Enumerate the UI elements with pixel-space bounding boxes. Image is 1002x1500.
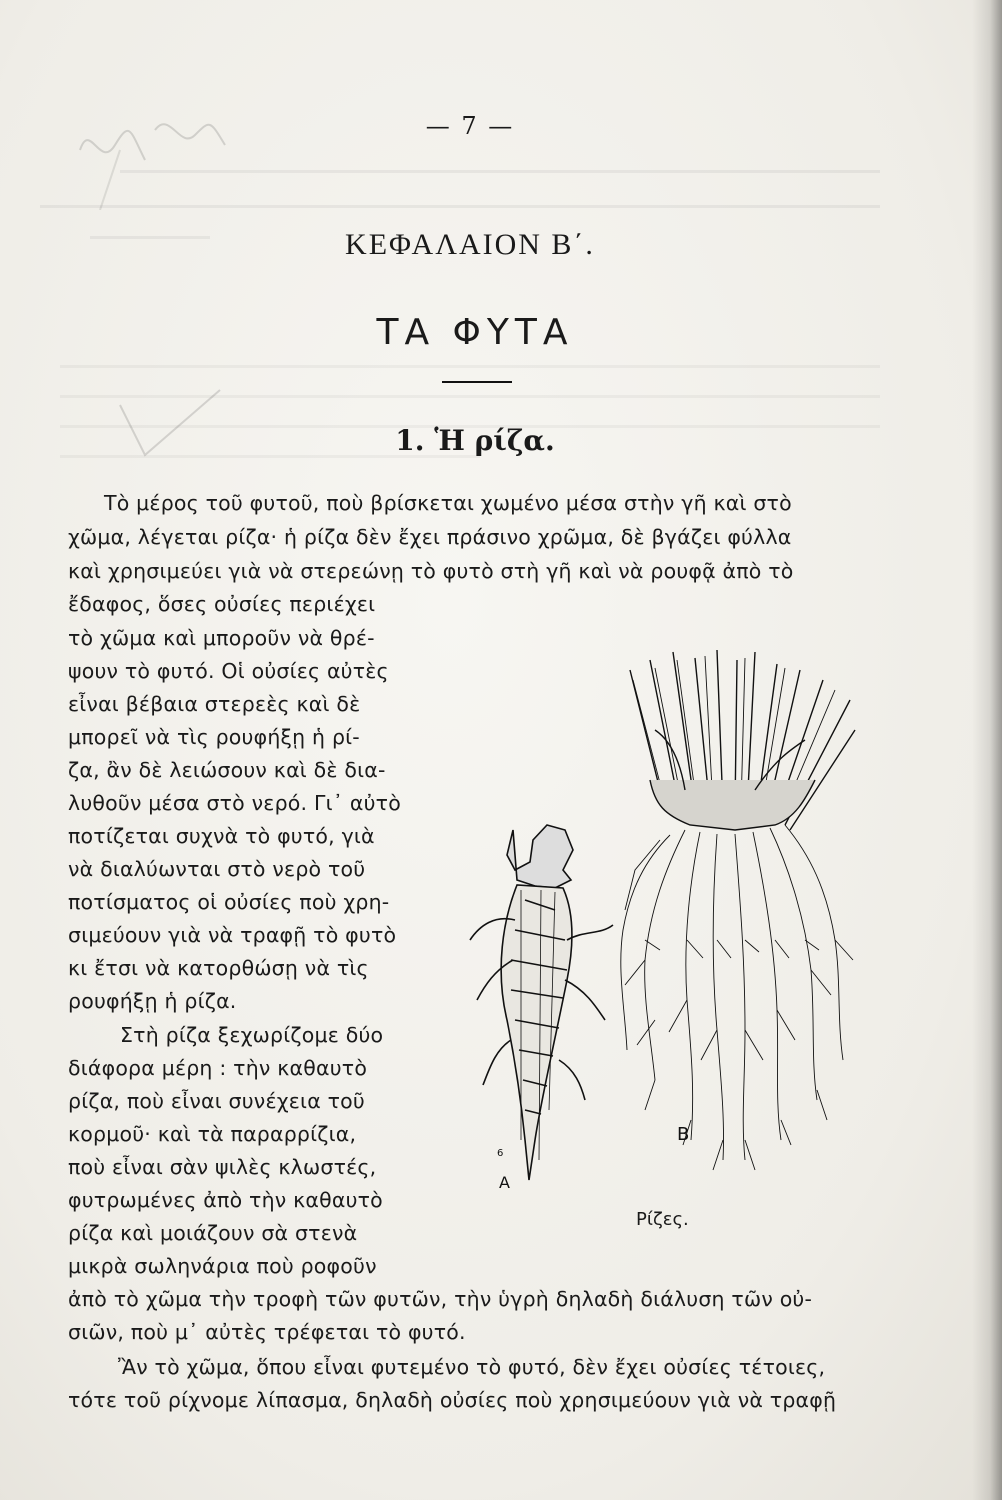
section-title: ΤΑ ΦΥΤΑ <box>376 312 574 353</box>
roots-illustration <box>455 640 875 1230</box>
body-line: Ἂν τὸ χῶμα, ὅπου εἶναι φυτεμένο τὸ φυτό, δὲν ἔχει οὐσίες τέτοιες, <box>118 1355 826 1379</box>
body-line: τότε τοῦ ρίχνομε λίπασμα, δηλαδὴ οὐσίες ποὺ χρησιμεύουν γιὰ νὰ τραφῇ <box>68 1388 837 1412</box>
body-line: νὰ διαλύωνται στὸ νερὸ τοῦ <box>68 857 366 881</box>
body-line: ρουφήξῃ ἡ ρίζα. <box>68 989 237 1013</box>
body-line: ποτίσματος οἱ οὐσίες ποὺ χρη- <box>68 890 390 914</box>
page-edge-shadow <box>972 0 1002 1500</box>
taproot-drawing <box>470 825 613 1180</box>
body-line: ποτίζεται συχνὰ τὸ φυτό, γιὰ <box>68 824 375 848</box>
body-line: κι ἔτσι νὰ κατορθώσῃ νὰ τὶς <box>68 956 369 980</box>
subsection-heading: 1. Ἡ ρίζα. <box>395 424 555 457</box>
body-line: τὸ χῶμα καὶ μποροῦν νὰ θρέ- <box>68 626 375 650</box>
body-line: διάφορα μέρη : τὴν καθαυτὸ <box>68 1056 368 1080</box>
body-line: μπορεῖ νὰ τὶς ρουφήξῃ ἡ ρί- <box>68 725 360 749</box>
body-line: εἶναι βέβαια στερεὲς καὶ δὲ <box>68 692 361 716</box>
body-line: λυθοῦν μέσα στὸ νερό. Γι᾽ αὐτὸ <box>68 791 401 815</box>
pencil-annotation <box>60 90 240 210</box>
body-line: Στὴ ρίζα ξεχωρίζομε δύο <box>120 1023 384 1047</box>
body-line: κορμοῦ· καὶ τὰ παραρρίζια, <box>68 1122 357 1146</box>
body-line: ποὺ εἶναι σὰν ψιλὲς κλωστές, <box>68 1155 377 1179</box>
fibrous-root-drawing <box>621 650 855 1170</box>
body-line: χῶμα, λέγεται ρίζα· ἡ ρίζα δὲν ἔχει πράσινο χρῶμα, δὲ βγάζει φύλλα <box>68 525 792 549</box>
body-line: ψουν τὸ φυτό. Οἱ οὐσίες αὐτὲς <box>68 659 389 683</box>
page-number: — 7 — <box>425 112 515 140</box>
body-line: καὶ χρησιμεύει γιὰ νὰ στερεώνῃ τὸ φυτὸ στὴ γῆ καὶ νὰ ρουφᾷ ἀπὸ τὸ <box>68 559 794 583</box>
body-line: Τὸ μέρος τοῦ φυτοῦ, ποὺ βρίσκεται χωμένο μέσα στὴν γῆ καὶ στὸ <box>104 491 792 515</box>
body-line: σιῶν, ποὺ μ᾽ αὐτὲς τρέφεται τὸ φυτό. <box>68 1320 466 1344</box>
title-rule <box>442 381 512 383</box>
body-line: ρίζα καὶ μοιάζουν σὰ στενὰ <box>68 1221 358 1245</box>
body-line: ρίζα, ποὺ εἶναι συνέχεια τοῦ <box>68 1089 365 1113</box>
body-line: ἀπὸ τὸ χῶμα τὴν τροφὴ τῶν φυτῶν, τὴν ὑγρὴ δηλαδὴ διάλυση τῶν οὐ- <box>68 1287 813 1311</box>
body-line: φυτρωμένες ἀπὸ τὴν καθαυτὸ <box>68 1188 383 1212</box>
figure-label-b: B <box>677 1124 690 1145</box>
body-line: ἔδαφος, ὅσες οὐσίες περιέχει <box>68 592 376 616</box>
chapter-heading: ΚΕΦΑΛΑΙΟΝ Β΄. <box>345 228 595 261</box>
figure-caption: Ρίζες. <box>636 1209 689 1230</box>
body-line: μικρὰ σωληνάρια ποὺ ροφοῦν <box>68 1254 377 1278</box>
figure-label-a: A <box>499 1173 510 1192</box>
body-line: σιμεύουν γιὰ νὰ τραφῇ τὸ φυτὸ <box>68 923 397 947</box>
body-line: ζα, ἂν δὲ λειώσουν καὶ δὲ δια- <box>68 758 386 782</box>
figure-label-small: 6 <box>497 1148 504 1159</box>
